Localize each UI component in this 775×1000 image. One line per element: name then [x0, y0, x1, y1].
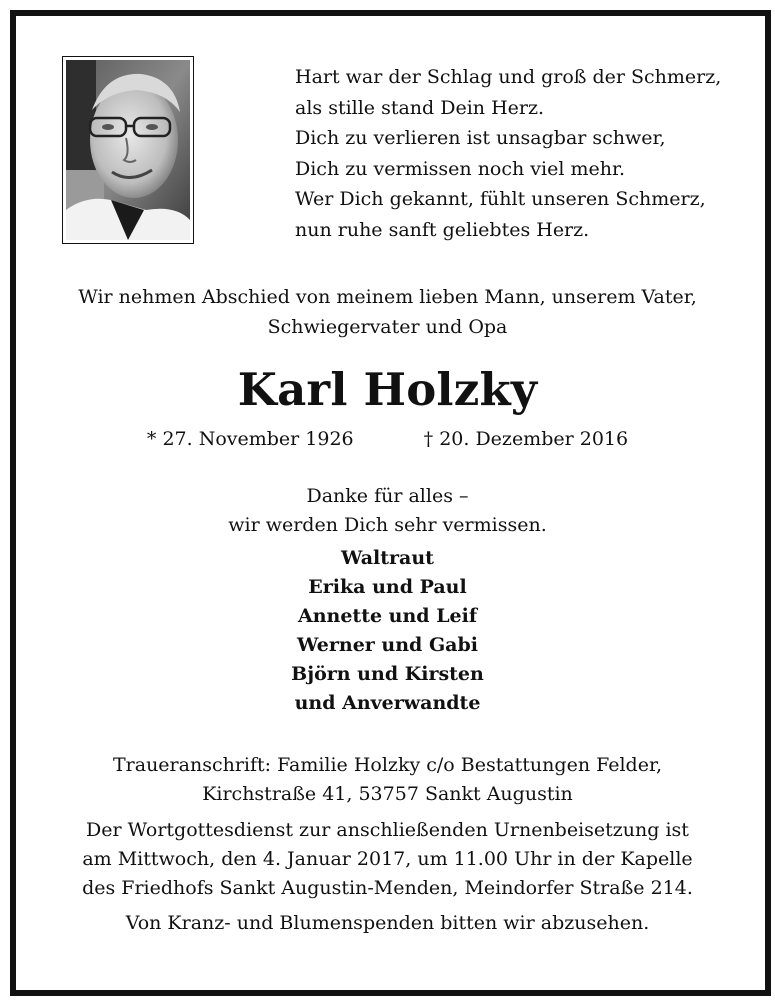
service-details: [16, 816, 759, 903]
address-line: Traueranschrift: Familie Holzky c/o Bestattungen Felder,: [112, 754, 662, 776]
portrait-photo-image: [66, 60, 190, 240]
mourner-name: Annette und Leif: [297, 605, 478, 627]
thanks-message: [16, 482, 759, 540]
thanks-line: Danke für alles –: [306, 485, 469, 507]
birth-date: * 27. November 1926: [146, 428, 354, 450]
deceased-name: Karl Holzky: [237, 363, 538, 416]
thanks-line: wir werden Dich sehr vermissen.: [228, 514, 547, 536]
poem-line: Dich zu vermissen noch viel mehr.: [295, 157, 625, 180]
mourners-list: [16, 544, 759, 718]
poem-line: Hart war der Schlag und groß der Schmerz,: [295, 66, 722, 88]
death-date: † 20. Dezember 2016: [423, 428, 629, 450]
intro-line: Schwiegervater und Opa: [267, 316, 508, 338]
service-line: Der Wortgottesdienst zur anschließenden Urnenbeisetzung ist: [86, 819, 689, 841]
mourner-name: Erika und Paul: [308, 576, 467, 598]
service-line: am Mittwoch, den 4. Januar 2017, um 11.00 Uhr in der Kapelle: [82, 848, 693, 870]
mourner-name: Björn und Kirsten: [291, 663, 484, 685]
poem-line: Wer Dich gekannt, fühlt unseren Schmerz,: [295, 188, 706, 210]
intro-line: Wir nehmen Abschied von meinem lieben Mann, unserem Vater,: [78, 286, 697, 308]
farewell-intro: [16, 282, 759, 342]
poem-line: Dich zu verlieren ist unsagbar schwer,: [295, 127, 666, 149]
poem-line: nun ruhe sanft geliebtes Herz.: [295, 218, 590, 241]
poem: [295, 62, 735, 245]
mourner-name: Werner und Gabi: [297, 634, 478, 656]
service-line: des Friedhofs Sankt Augustin-Menden, Meindorfer Straße 214.: [82, 877, 693, 899]
poem-line: als stille stand Dein Herz.: [295, 96, 545, 119]
address-line: Kirchstraße 41, 53757 Sankt Augustin: [202, 783, 573, 805]
mourner-name: und Anverwandte: [294, 692, 481, 714]
mourner-name: Waltraut: [341, 547, 434, 569]
portrait-photo: [62, 56, 194, 244]
life-dates: [16, 424, 759, 454]
flowers-note: Von Kranz- und Blumenspenden bitten wir abzusehen.: [125, 912, 650, 934]
mourning-address: [16, 751, 759, 809]
